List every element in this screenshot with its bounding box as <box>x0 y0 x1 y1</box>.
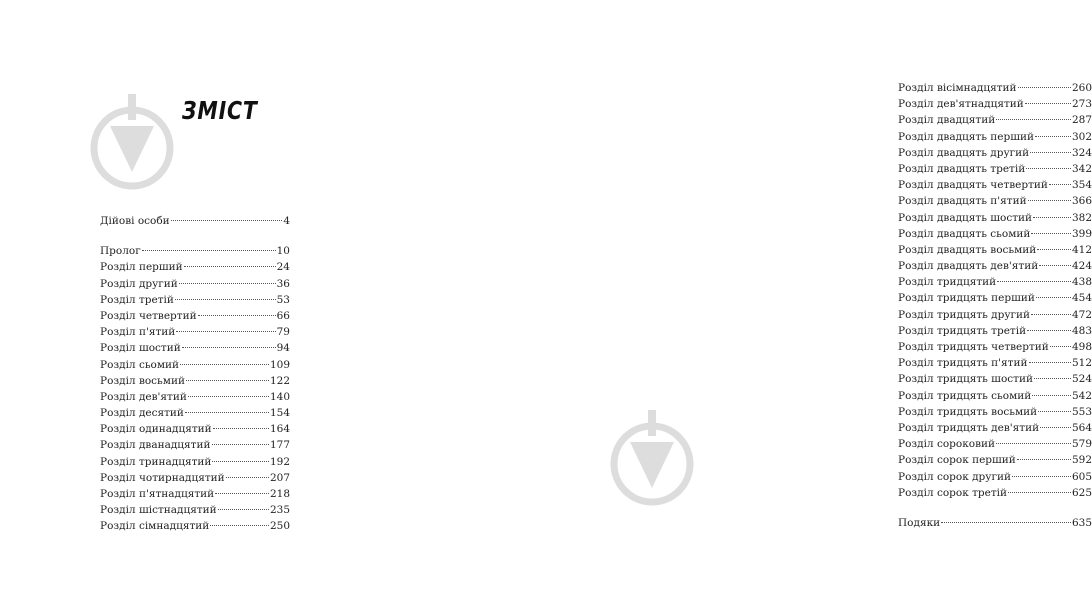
dot-leader <box>1034 378 1071 379</box>
dot-leader <box>1028 200 1071 201</box>
toc-entry-label: Розділ другий <box>100 277 178 290</box>
dot-leader <box>1033 217 1071 218</box>
toc-entry[interactable] <box>898 404 1092 420</box>
toc-entry-page-number: 498 <box>1071 341 1092 353</box>
toc-entry-page-number: 122 <box>269 374 290 387</box>
dot-leader <box>1017 459 1071 460</box>
toc-entry-page-number: 273 <box>1071 98 1092 111</box>
toc-entry-page-number: 342 <box>1071 162 1092 175</box>
toc-entry-page-number: 366 <box>1071 195 1092 208</box>
dot-leader <box>1032 395 1071 396</box>
toc-entry-label: Розділ сорок третій <box>898 486 1007 499</box>
toc-entry-label: Розділ двадцять четвертий <box>898 179 1048 192</box>
toc-entry-label: Розділ тридцять сьомий <box>898 389 1032 402</box>
dot-leader <box>1027 330 1071 331</box>
toc-entry[interactable] <box>898 290 1092 306</box>
dot-leader <box>1035 136 1071 137</box>
toc-entry-page-number: 109 <box>269 358 290 371</box>
toc-entry-label: Дійові особи <box>100 215 170 227</box>
toc-entry-label: Розділ вісімнадцятий <box>898 82 1017 94</box>
dot-leader <box>997 281 1071 282</box>
toc-entry-label: Розділ сорок перший <box>898 454 1016 467</box>
toc-entry-page-number: 4 <box>283 215 290 227</box>
toc-entry-page-number: 192 <box>269 455 290 468</box>
dot-leader <box>1036 297 1071 298</box>
toc-entry-label: Розділ тридцять восьмий <box>898 405 1038 418</box>
toc-entry[interactable] <box>898 274 1092 290</box>
toc-entry-label: Розділ дев'ятий <box>100 390 187 403</box>
toc-entry-page-number: 10 <box>276 245 290 258</box>
dot-leader <box>1040 427 1071 428</box>
dot-leader <box>212 444 269 445</box>
toc-entry[interactable] <box>898 515 1092 531</box>
toc-entry-page-number: 154 <box>269 407 290 420</box>
toc-entry[interactable] <box>100 518 290 534</box>
toc-entry-page-number: 483 <box>1071 324 1092 337</box>
toc-entry-label: Розділ двадцять третій <box>898 162 1026 175</box>
toc-entry[interactable] <box>100 243 290 259</box>
toc-entry-label: Розділ тринадцятий <box>100 455 212 468</box>
dot-leader <box>1012 476 1071 477</box>
toc-entry-label: Розділ тридцять другий <box>898 308 1031 321</box>
toc-entry[interactable] <box>898 388 1092 404</box>
toc-entry-label: Розділ п'ятий <box>100 326 176 339</box>
dot-leader <box>182 347 276 348</box>
toc-entry-page-number: 79 <box>276 326 290 339</box>
dot-leader <box>180 364 269 365</box>
toc-entry-label: Розділ сьомий <box>100 358 180 371</box>
dot-leader <box>184 266 276 267</box>
toc-entry[interactable] <box>100 308 290 324</box>
toc-entry-label: Розділ сороковий <box>898 438 995 451</box>
toc-entry-page-number: 260 <box>1071 82 1092 94</box>
toc-entry[interactable] <box>898 177 1092 193</box>
dot-leader <box>1039 265 1071 266</box>
dot-leader <box>1031 314 1071 315</box>
toc-entry-page-number: 287 <box>1071 114 1092 127</box>
toc-entry-page-number: 164 <box>269 423 290 436</box>
toc-entry-label: Розділ шістнадцятий <box>100 504 217 517</box>
toc-entry[interactable] <box>898 226 1092 242</box>
dot-leader <box>1026 168 1071 169</box>
toc-entry-page-number: 382 <box>1071 211 1092 224</box>
toc-entry[interactable] <box>898 80 1092 96</box>
toc-entry-page-number: 140 <box>269 390 290 403</box>
toc-entry-label: Розділ сімнадцятий <box>100 520 210 533</box>
toc-entry-label: Розділ восьмий <box>100 374 185 387</box>
dot-leader <box>996 443 1071 444</box>
toc-entry[interactable] <box>100 389 290 405</box>
dot-leader <box>996 119 1071 120</box>
toc-entry-page-number: 250 <box>269 520 290 533</box>
dot-leader <box>213 428 269 429</box>
toc-entry-page-number: 218 <box>269 488 290 500</box>
toc-entry-label: Розділ шостий <box>100 342 181 355</box>
toc-entry[interactable] <box>100 259 290 275</box>
toc-entry[interactable] <box>898 469 1092 485</box>
toc-entry-page-number: 53 <box>276 293 290 306</box>
toc-entry-page-number: 399 <box>1071 227 1092 240</box>
dot-leader <box>188 396 269 397</box>
dot-leader <box>1025 103 1071 104</box>
toc-entry-page-number: 94 <box>276 342 290 355</box>
toc-entry-label: Розділ двадцять шостий <box>898 211 1033 224</box>
dot-leader <box>198 315 276 316</box>
toc-entry[interactable] <box>898 258 1092 274</box>
toc-right-column <box>898 80 1092 531</box>
toc-entry[interactable] <box>898 242 1092 258</box>
toc-entry-page-number: 424 <box>1071 260 1092 273</box>
dot-leader <box>941 522 1071 523</box>
toc-entry[interactable] <box>100 437 290 453</box>
dot-leader <box>1049 184 1071 185</box>
dot-leader <box>215 493 269 494</box>
toc-entry-page-number: 24 <box>276 261 290 274</box>
toc-entry-label: Розділ тридцятий <box>898 276 997 289</box>
toc-entry-label: Розділ двадцять сьомий <box>898 227 1031 240</box>
toc-entry-label: Розділ двадцять п'ятий <box>898 195 1027 208</box>
toc-entry-page-number: 36 <box>276 277 290 290</box>
toc-entry-page-number: 579 <box>1071 438 1092 451</box>
dot-leader <box>226 477 269 478</box>
toc-entry[interactable] <box>898 452 1092 468</box>
toc-entry-label: Розділ двадцятий <box>898 114 996 127</box>
dot-leader <box>1037 249 1071 250</box>
toc-entry-page-number: 177 <box>269 439 290 452</box>
toc-entry-label: Розділ двадцять перший <box>898 130 1034 143</box>
dot-leader <box>1018 87 1071 88</box>
dot-leader <box>210 525 269 526</box>
toc-entry-page-number: 454 <box>1071 292 1092 305</box>
toc-entry-page-number: 472 <box>1071 308 1092 321</box>
toc-entry[interactable] <box>898 145 1092 161</box>
dot-leader <box>186 380 269 381</box>
toc-entry-page-number: 605 <box>1071 470 1092 483</box>
toc-entry-label: Розділ дванадцятий <box>100 439 211 452</box>
toc-entry-label: Розділ тридцять четвертий <box>898 341 1049 353</box>
toc-entry-label: Розділ третій <box>100 293 174 306</box>
toc-entry[interactable] <box>898 339 1092 355</box>
dot-leader <box>142 250 276 251</box>
toc-entry-page-number: 592 <box>1071 454 1092 467</box>
toc-entry-label: Розділ тридцять п'ятий <box>898 357 1028 370</box>
dot-leader <box>1050 346 1071 347</box>
toc-entry-page-number: 542 <box>1071 389 1092 402</box>
dot-leader <box>1031 233 1071 234</box>
toc-entry[interactable] <box>100 454 290 470</box>
toc-entry-label: Розділ тридцять третій <box>898 324 1027 337</box>
toc-entry[interactable] <box>100 276 290 292</box>
toc-entry-label: Розділ тридцять шостий <box>898 373 1033 386</box>
dot-leader <box>1030 152 1071 153</box>
toc-entry-page-number: 412 <box>1071 243 1092 256</box>
toc-entry[interactable] <box>898 112 1092 128</box>
dot-leader <box>176 331 275 332</box>
dot-leader <box>179 283 276 284</box>
toc-entry-page-number: 66 <box>276 309 290 322</box>
toc-entry-label: Розділ одинадцятий <box>100 423 212 436</box>
toc-entry[interactable] <box>898 485 1092 501</box>
toc-entry-label: Розділ п'ятнадцятий <box>100 488 215 500</box>
toc-entry[interactable] <box>898 307 1092 323</box>
toc-entry[interactable] <box>100 213 290 229</box>
toc-entry-label: Розділ перший <box>100 261 183 274</box>
toc-entry-page-number: 625 <box>1071 486 1092 499</box>
toc-entry[interactable] <box>898 161 1092 177</box>
dot-leader <box>171 220 283 221</box>
toc-entry-label: Подяки <box>898 516 941 529</box>
toc-left-column <box>100 213 290 535</box>
toc-entry[interactable] <box>100 470 290 486</box>
toc-entry-label: Розділ тридцять перший <box>898 292 1035 305</box>
right-page <box>400 0 1092 599</box>
toc-entry-label: Розділ сорок другий <box>898 470 1011 483</box>
dot-leader <box>1008 492 1071 493</box>
toc-entry-page-number: 524 <box>1071 373 1092 386</box>
dot-leader <box>218 509 269 510</box>
toc-entry[interactable] <box>100 357 290 373</box>
toc-entry[interactable] <box>100 324 290 340</box>
toc-entry-label: Розділ десятий <box>100 407 184 420</box>
dot-leader <box>1038 411 1071 412</box>
download-arrow-icon <box>608 408 696 508</box>
toc-entry[interactable] <box>898 371 1092 387</box>
toc-entry-label: Розділ двадцять дев'ятий <box>898 260 1039 273</box>
download-arrow-icon <box>88 92 176 192</box>
toc-entry-label: Розділ двадцять другий <box>898 146 1030 159</box>
toc-entry[interactable] <box>100 340 290 356</box>
toc-entry[interactable] <box>898 129 1092 145</box>
toc-entry-page-number: 635 <box>1071 516 1092 529</box>
toc-entry-page-number: 302 <box>1071 130 1092 143</box>
toc-entry-label: Розділ чотирнадцятий <box>100 471 225 484</box>
toc-entry-label: Розділ дев'ятнадцятий <box>898 98 1024 111</box>
toc-entry[interactable] <box>100 486 290 502</box>
toc-entry-page-number: 235 <box>269 504 290 517</box>
dot-leader <box>212 461 269 462</box>
toc-entry[interactable] <box>100 405 290 421</box>
toc-entry[interactable] <box>898 193 1092 209</box>
toc-entry-page-number: 354 <box>1071 179 1092 192</box>
toc-entry-page-number: 564 <box>1071 421 1092 434</box>
toc-entry[interactable] <box>898 436 1092 452</box>
toc-entry-page-number: 438 <box>1071 276 1092 289</box>
toc-entry-label: Пролог <box>100 245 141 258</box>
toc-entry[interactable] <box>898 96 1092 112</box>
toc-entry[interactable] <box>898 323 1092 339</box>
toc-entry[interactable] <box>898 420 1092 436</box>
toc-entry-page-number: 553 <box>1071 405 1092 418</box>
toc-entry-label: Розділ тридцять дев'ятий <box>898 421 1040 434</box>
toc-entry-page-number: 324 <box>1071 146 1092 159</box>
dot-leader <box>175 299 276 300</box>
dot-leader <box>185 412 269 413</box>
left-page <box>0 0 399 599</box>
toc-entry-label: Розділ четвертий <box>100 309 197 322</box>
toc-entry[interactable] <box>100 292 290 308</box>
toc-entry-page-number: 512 <box>1071 357 1092 370</box>
toc-entry-page-number: 207 <box>269 471 290 484</box>
toc-entry[interactable] <box>898 210 1092 226</box>
toc-entry[interactable] <box>898 355 1092 371</box>
page-title: ЗМІСТ <box>182 96 258 125</box>
dot-leader <box>1029 362 1071 363</box>
toc-entry-label: Розділ двадцять восьмий <box>898 243 1037 256</box>
toc-entry[interactable] <box>100 421 290 437</box>
toc-entry[interactable] <box>100 502 290 518</box>
toc-entry[interactable] <box>100 373 290 389</box>
